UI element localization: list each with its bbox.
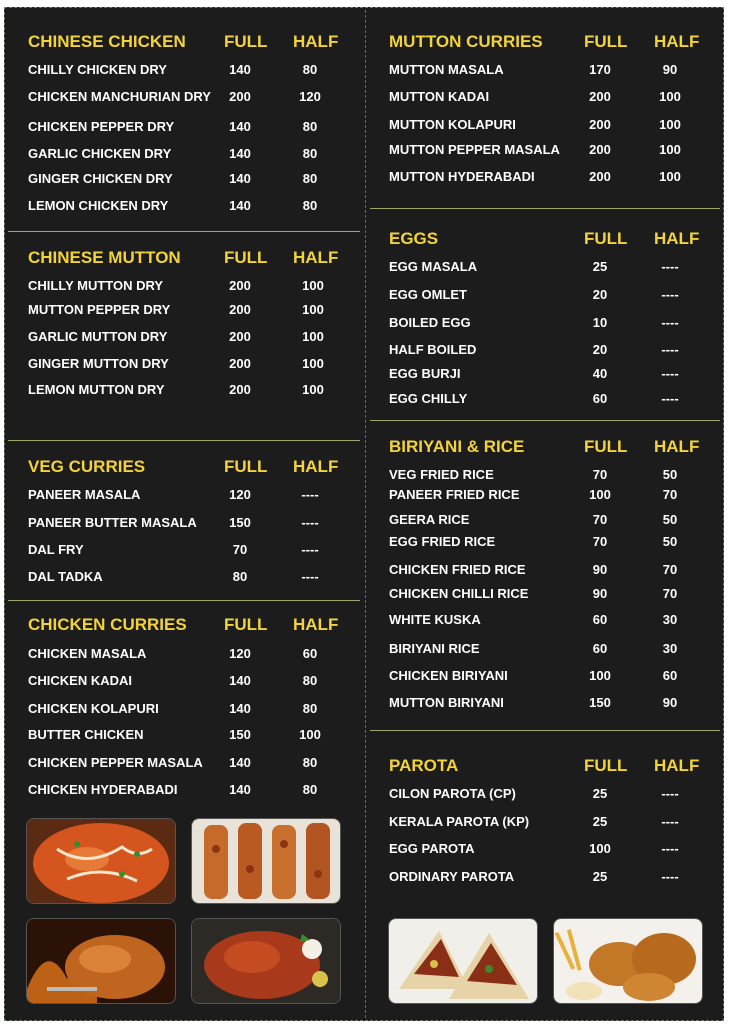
menu-item-name: CHILLY CHICKEN DRY (28, 62, 167, 77)
full-price: 40 (592, 366, 608, 381)
half-price: 80 (302, 782, 318, 797)
full-price: 140 (229, 673, 251, 688)
menu-item-name: GARLIC MUTTON DRY (28, 329, 168, 344)
menu-item-name: WHITE KUSKA (389, 612, 481, 627)
half-price: ---- (301, 487, 319, 502)
full-price: 90 (592, 562, 608, 577)
chicken-curries-title: CHICKEN CURRIES (28, 615, 187, 634)
chinese-mutton-half-header: HALF (293, 248, 339, 267)
full-price: 150 (229, 727, 251, 742)
menu-item-name: CHICKEN PEPPER DRY (28, 119, 175, 134)
half-price: 100 (302, 382, 324, 397)
full-price: 25 (592, 869, 608, 884)
half-price: 80 (302, 146, 318, 161)
menu-item-name: EGG CHILLY (389, 391, 468, 406)
half-price: ---- (661, 366, 679, 381)
full-price: 200 (229, 278, 251, 293)
full-price: 60 (592, 391, 608, 406)
eggs-full-header: FULL (584, 229, 628, 248)
menu-item-name: MUTTON HYDERABADI (389, 169, 535, 184)
half-price: 30 (662, 612, 678, 627)
full-price: 150 (589, 695, 611, 710)
full-price: 100 (589, 668, 611, 683)
half-price: ---- (661, 786, 679, 801)
menu-item-name: CILON PAROTA (CP) (389, 786, 516, 801)
half-price: ---- (661, 814, 679, 829)
full-price: 70 (592, 534, 608, 549)
parota-full-header: FULL (584, 756, 628, 775)
full-price: 140 (229, 119, 251, 134)
section-divider (370, 730, 720, 731)
veg-curries-half-header: HALF (293, 457, 339, 476)
chinese-chicken-full-header: FULL (224, 32, 268, 51)
biriyani-rice-half-header: HALF (654, 437, 700, 456)
menu-item-name: BIRIYANI RICE (389, 641, 480, 656)
half-price: 80 (302, 171, 318, 186)
half-price: 100 (299, 727, 321, 742)
full-price: 120 (229, 646, 251, 661)
half-price: 80 (302, 198, 318, 213)
menu-item-name: ORDINARY PAROTA (389, 869, 515, 884)
half-price: ---- (661, 342, 679, 357)
full-price: 140 (229, 782, 251, 797)
half-price: 60 (302, 646, 318, 661)
menu-item-name: PANEER BUTTER MASALA (28, 515, 197, 530)
section-divider (370, 208, 720, 209)
biriyani-rice-title: BIRIYANI & RICE (389, 437, 525, 456)
menu-item-name: CHICKEN HYDERABADI (28, 782, 178, 797)
menu-item-name: PANEER FRIED RICE (389, 487, 520, 502)
full-price: 200 (589, 142, 611, 157)
half-price: ---- (661, 315, 679, 330)
half-price: 100 (659, 89, 681, 104)
half-price: 70 (662, 487, 678, 502)
half-price: 50 (662, 512, 678, 527)
menu-item-name: CHICKEN PEPPER MASALA (28, 755, 203, 770)
half-price: ---- (661, 841, 679, 856)
full-price: 140 (229, 62, 251, 77)
chicken-kebab-photo (191, 818, 341, 904)
full-price: 60 (592, 612, 608, 627)
half-price: 50 (662, 534, 678, 549)
mutton-curries-half-header: HALF (654, 32, 700, 51)
menu-item-name: CHICKEN FRIED RICE (389, 562, 526, 577)
eggs-half-header: HALF (654, 229, 700, 248)
column-divider (365, 10, 366, 1018)
full-price: 20 (592, 287, 608, 302)
menu-item-name: PANEER MASALA (28, 487, 141, 502)
tandoori-chicken-photo (191, 918, 341, 1004)
full-price: 20 (592, 342, 608, 357)
half-price: 100 (302, 302, 324, 317)
full-price: 200 (229, 382, 251, 397)
half-price: 100 (659, 117, 681, 132)
half-price: 100 (302, 356, 324, 371)
biriyani-rice-full-header: FULL (584, 437, 628, 456)
veg-curries-title: VEG CURRIES (28, 457, 146, 476)
half-price: 80 (302, 119, 318, 134)
chicken-curries-half-header: HALF (293, 615, 339, 634)
menu-item-name: MUTTON PEPPER MASALA (389, 142, 560, 157)
section-divider (370, 420, 720, 421)
menu-item-name: MUTTON KADAI (389, 89, 490, 104)
half-price: ---- (301, 542, 319, 557)
half-price: ---- (661, 287, 679, 302)
parota-title: PAROTA (389, 756, 459, 775)
menu-item-name: EGG BURJI (389, 366, 461, 381)
half-price: 60 (662, 668, 678, 683)
menu-item-name: EGG MASALA (389, 259, 478, 274)
full-price: 120 (229, 487, 251, 502)
half-price: 80 (302, 755, 318, 770)
full-price: 70 (232, 542, 248, 557)
menu-item-name: CHICKEN KOLAPURI (28, 701, 159, 716)
half-price: ---- (661, 391, 679, 406)
half-price: 50 (662, 467, 678, 482)
menu-item-name: MUTTON BIRIYANI (389, 695, 504, 710)
parota-half-header: HALF (654, 756, 700, 775)
menu-item-name: BUTTER CHICKEN (28, 727, 144, 742)
menu-item-name: LEMON CHICKEN DRY (28, 198, 169, 213)
menu-item-name: GINGER CHICKEN DRY (28, 171, 173, 186)
full-price: 100 (589, 841, 611, 856)
full-price: 200 (229, 89, 251, 104)
chinese-chicken-half-header: HALF (293, 32, 339, 51)
section-divider (8, 231, 360, 232)
menu-item-name: VEG FRIED RICE (389, 467, 494, 482)
chinese-mutton-title: CHINESE MUTTON (28, 248, 181, 267)
full-price: 140 (229, 701, 251, 716)
full-price: 60 (592, 641, 608, 656)
full-price: 10 (592, 315, 608, 330)
full-price: 200 (229, 356, 251, 371)
menu-item-name: CHICKEN MASALA (28, 646, 147, 661)
fried-chicken-photo (553, 918, 703, 1004)
full-price: 170 (589, 62, 611, 77)
full-price: 140 (229, 146, 251, 161)
full-price: 90 (592, 586, 608, 601)
half-price: 100 (659, 142, 681, 157)
menu-item-name: MUTTON PEPPER DRY (28, 302, 171, 317)
menu-item-name: GARLIC CHICKEN DRY (28, 146, 172, 161)
half-price: 30 (662, 641, 678, 656)
menu-item-name: CHICKEN MANCHURIAN DRY (28, 89, 211, 104)
chinese-mutton-full-header: FULL (224, 248, 268, 267)
half-price: 70 (662, 562, 678, 577)
section-divider (8, 440, 360, 441)
full-price: 200 (589, 169, 611, 184)
full-price: 100 (589, 487, 611, 502)
chinese-chicken-title: CHINESE CHICKEN (28, 32, 186, 51)
menu-item-name: CHILLY MUTTON DRY (28, 278, 164, 293)
paneer-curry-photo (26, 818, 176, 904)
menu-item-name: MUTTON KOLAPURI (389, 117, 516, 132)
full-price: 140 (229, 755, 251, 770)
section-divider (8, 600, 360, 601)
half-price: 100 (302, 278, 324, 293)
half-price: ---- (661, 259, 679, 274)
full-price: 200 (589, 89, 611, 104)
shawarma-photo (388, 918, 538, 1004)
full-price: 25 (592, 259, 608, 274)
half-price: 100 (659, 169, 681, 184)
roast-chicken-photo (26, 918, 176, 1004)
full-price: 80 (232, 569, 248, 584)
half-price: ---- (301, 515, 319, 530)
half-price: ---- (301, 569, 319, 584)
half-price: 100 (302, 329, 324, 344)
full-price: 70 (592, 512, 608, 527)
full-price: 25 (592, 786, 608, 801)
full-price: 200 (589, 117, 611, 132)
menu-item-name: CHICKEN KADAI (28, 673, 132, 688)
veg-curries-full-header: FULL (224, 457, 268, 476)
menu-item-name: HALF BOILED (389, 342, 477, 357)
half-price: ---- (661, 869, 679, 884)
menu-item-name: EGG FRIED RICE (389, 534, 496, 549)
half-price: 120 (299, 89, 321, 104)
full-price: 70 (592, 467, 608, 482)
half-price: 80 (302, 673, 318, 688)
menu-item-name: CHICKEN BIRIYANI (389, 668, 508, 683)
full-price: 200 (229, 302, 251, 317)
half-price: 80 (302, 701, 318, 716)
menu-item-name: BOILED EGG (389, 315, 471, 330)
half-price: 90 (662, 62, 678, 77)
menu-item-name: DAL TADKA (28, 569, 103, 584)
mutton-curries-full-header: FULL (584, 32, 628, 51)
menu-item-name: DAL FRY (28, 542, 84, 557)
menu-item-name: EGG PAROTA (389, 841, 475, 856)
menu-item-name: LEMON MUTTON DRY (28, 382, 165, 397)
full-price: 140 (229, 198, 251, 213)
full-price: 200 (229, 329, 251, 344)
full-price: 140 (229, 171, 251, 186)
menu-item-name: CHICKEN CHILLI RICE (389, 586, 529, 601)
chicken-curries-full-header: FULL (224, 615, 268, 634)
menu-item-name: MUTTON MASALA (389, 62, 504, 77)
full-price: 25 (592, 814, 608, 829)
eggs-title: EGGS (389, 229, 439, 248)
menu-item-name: EGG OMLET (389, 287, 467, 302)
half-price: 70 (662, 586, 678, 601)
half-price: 90 (662, 695, 678, 710)
half-price: 80 (302, 62, 318, 77)
menu-item-name: GEERA RICE (389, 512, 470, 527)
menu-item-name: GINGER MUTTON DRY (28, 356, 169, 371)
mutton-curries-title: MUTTON CURRIES (389, 32, 543, 51)
menu-item-name: KERALA PAROTA (KP) (389, 814, 530, 829)
full-price: 150 (229, 515, 251, 530)
